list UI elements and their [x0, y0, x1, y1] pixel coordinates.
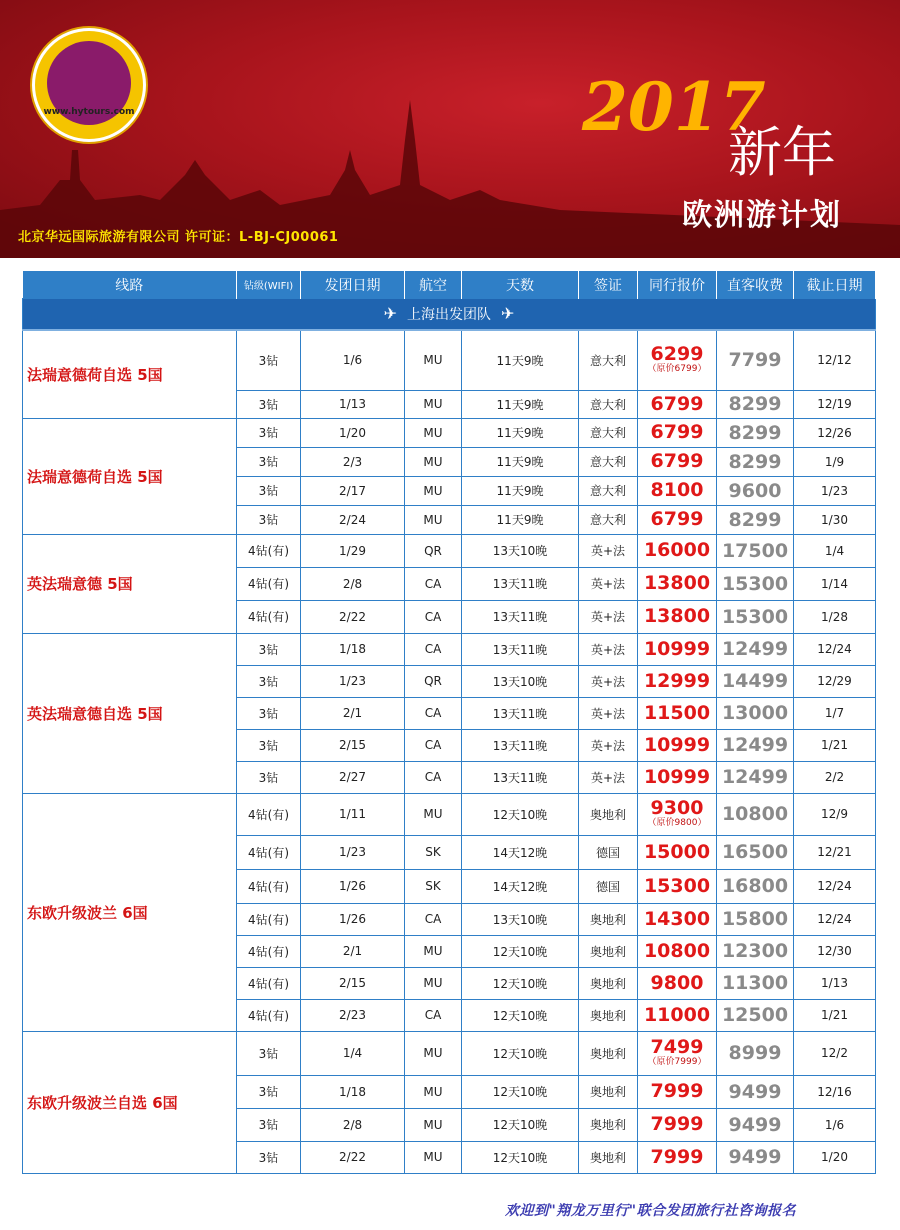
direct-price: 17500 [717, 534, 794, 567]
route-name: 英法瑞意德 5国 [23, 534, 237, 633]
departure-date: 2/23 [301, 999, 405, 1031]
deadline: 12/12 [794, 330, 876, 390]
agent-price [638, 476, 717, 505]
diamond-level: 3钻 [237, 1031, 301, 1075]
deadline: 1/21 [794, 999, 876, 1031]
departure-date: 1/26 [301, 869, 405, 903]
route-name: 英法瑞意德自选 5国 [23, 633, 237, 793]
direct-price: 14499 [717, 665, 794, 697]
airline: QR [405, 534, 462, 567]
deadline: 12/30 [794, 935, 876, 967]
duration: 13天11晚 [462, 633, 579, 665]
departure-date: 2/15 [301, 729, 405, 761]
departure-date: 1/11 [301, 793, 405, 835]
diamond-level: 4钻(有) [237, 967, 301, 999]
diamond-level: 3钻 [237, 505, 301, 534]
price-value: 6299 [650, 343, 704, 366]
airline: CA [405, 600, 462, 633]
duration: 14天12晚 [462, 869, 579, 903]
duration: 11天9晚 [462, 505, 579, 534]
departure-date: 2/15 [301, 967, 405, 999]
departure-date: 2/24 [301, 505, 405, 534]
agent-price [638, 967, 717, 999]
airline: CA [405, 761, 462, 793]
duration: 13天11晚 [462, 567, 579, 600]
visa: 奥地利 [579, 1031, 638, 1075]
diamond-level: 4钻(有) [237, 903, 301, 935]
airline: MU [405, 1108, 462, 1141]
diamond-level: 3钻 [237, 447, 301, 476]
deadline: 1/20 [794, 1141, 876, 1173]
direct-price: 8299 [717, 418, 794, 447]
agent-price [638, 697, 717, 729]
visa: 英+法 [579, 761, 638, 793]
agent-price [638, 534, 717, 567]
duration: 13天10晚 [462, 534, 579, 567]
direct-price: 8999 [717, 1031, 794, 1075]
price-value: 10999 [643, 637, 711, 660]
price-value: 10999 [643, 733, 711, 756]
airline: MU [405, 967, 462, 999]
diamond-level: 3钻 [237, 418, 301, 447]
price-value: 9800 [650, 971, 704, 994]
diamond-level: 3钻 [237, 633, 301, 665]
visa: 英+法 [579, 697, 638, 729]
price-value: 15300 [643, 874, 711, 897]
price-value: 13800 [643, 605, 711, 627]
visa: 德国 [579, 835, 638, 869]
visa: 意大利 [579, 330, 638, 390]
airline: MU [405, 330, 462, 390]
plane-icon: ✈ [383, 304, 397, 323]
airline: MU [405, 390, 462, 418]
agent-price [638, 935, 717, 967]
direct-price: 15800 [717, 903, 794, 935]
diamond-level: 3钻 [237, 697, 301, 729]
deadline: 1/14 [794, 567, 876, 600]
airline: MU [405, 935, 462, 967]
price-value: 7499 [650, 1036, 704, 1058]
visa: 意大利 [579, 390, 638, 418]
direct-price: 8299 [717, 505, 794, 534]
direct-price: 10800 [717, 793, 794, 835]
diamond-level: 3钻 [237, 1075, 301, 1108]
departure-date: 1/20 [301, 418, 405, 447]
price-value: 6799 [650, 508, 704, 530]
agent-price [638, 390, 717, 418]
diamond-level: 3钻 [237, 761, 301, 793]
duration: 11天9晚 [462, 390, 579, 418]
table-row [23, 330, 876, 390]
visa: 意大利 [579, 418, 638, 447]
table-row [23, 534, 876, 567]
plane-icon: ✈ [501, 304, 515, 323]
agent-price [638, 793, 717, 835]
direct-price: 12499 [717, 761, 794, 793]
direct-price: 9499 [717, 1108, 794, 1141]
departure-date: 2/27 [301, 761, 405, 793]
deadline: 1/30 [794, 505, 876, 534]
duration: 11天9晚 [462, 330, 579, 390]
route-name: 东欧升级波兰 6国 [23, 793, 237, 1031]
price-value: 8100 [650, 479, 704, 501]
duration: 13天10晚 [462, 903, 579, 935]
direct-price: 12499 [717, 633, 794, 665]
route-name: 东欧升级波兰自选 6国 [23, 1031, 237, 1173]
diamond-level: 4钻(有) [237, 567, 301, 600]
diamond-level: 3钻 [237, 390, 301, 418]
original-price: （原价7999） [647, 1057, 707, 1067]
departure-date: 1/18 [301, 633, 405, 665]
visa: 英+法 [579, 729, 638, 761]
price-value: 11500 [643, 701, 711, 724]
airline: MU [405, 793, 462, 835]
departure-date: 2/8 [301, 567, 405, 600]
tour-table [22, 271, 875, 1174]
diamond-level: 4钻(有) [237, 534, 301, 567]
airline: MU [405, 1075, 462, 1108]
departure-date: 1/13 [301, 390, 405, 418]
price-value: 14300 [643, 907, 711, 930]
departure-date: 2/1 [301, 697, 405, 729]
table-row [23, 418, 876, 447]
airline: MU [405, 505, 462, 534]
agent-price [638, 505, 717, 534]
column-header: 发团日期 [301, 271, 405, 299]
header-banner [0, 0, 900, 258]
duration: 13天11晚 [462, 600, 579, 633]
agent-price [638, 1108, 717, 1141]
visa: 英+法 [579, 534, 638, 567]
visa: 英+法 [579, 600, 638, 633]
diamond-level: 3钻 [237, 330, 301, 390]
airline: QR [405, 665, 462, 697]
deadline: 1/9 [794, 447, 876, 476]
price-value: 12999 [643, 669, 711, 692]
duration: 12天10晚 [462, 1141, 579, 1173]
departure-date: 1/4 [301, 1031, 405, 1075]
direct-price: 12500 [717, 999, 794, 1031]
diamond-level: 3钻 [237, 1108, 301, 1141]
diamond-level: 4钻(有) [237, 793, 301, 835]
airline: CA [405, 633, 462, 665]
duration: 11天9晚 [462, 447, 579, 476]
agent-price [638, 447, 717, 476]
price-value: 10800 [643, 939, 711, 962]
deadline: 12/24 [794, 869, 876, 903]
agent-price [638, 729, 717, 761]
visa: 英+法 [579, 633, 638, 665]
departure-date: 1/23 [301, 665, 405, 697]
direct-price: 12300 [717, 935, 794, 967]
original-price: （原价9800） [647, 818, 707, 828]
diamond-level: 3钻 [237, 729, 301, 761]
agent-price [638, 1075, 717, 1108]
visa: 奥地利 [579, 999, 638, 1031]
column-header: 钻级(WIFI) [237, 271, 301, 299]
table-row [23, 633, 876, 665]
diamond-level: 3钻 [237, 1141, 301, 1173]
deadline: 1/7 [794, 697, 876, 729]
visa: 德国 [579, 869, 638, 903]
agent-price [638, 835, 717, 869]
visa: 奥地利 [579, 1108, 638, 1141]
direct-price: 16800 [717, 869, 794, 903]
deadline: 2/2 [794, 761, 876, 793]
table-row [23, 793, 876, 835]
deadline: 1/13 [794, 967, 876, 999]
direct-price: 16500 [717, 835, 794, 869]
agent-price [638, 567, 717, 600]
original-price: （原价6799） [647, 364, 707, 375]
price-value: 6799 [650, 450, 704, 472]
airline: CA [405, 999, 462, 1031]
company-logo [32, 28, 146, 142]
column-header: 天数 [462, 271, 579, 299]
airline: MU [405, 1141, 462, 1173]
deadline: 12/24 [794, 903, 876, 935]
duration: 12天10晚 [462, 999, 579, 1031]
departure-date: 2/8 [301, 1108, 405, 1141]
deadline: 1/6 [794, 1108, 876, 1141]
direct-price: 7799 [717, 330, 794, 390]
departure-date: 1/23 [301, 835, 405, 869]
deadline: 12/26 [794, 418, 876, 447]
duration: 13天10晚 [462, 665, 579, 697]
duration: 12天10晚 [462, 967, 579, 999]
airline: CA [405, 903, 462, 935]
direct-price: 15300 [717, 600, 794, 633]
direct-price: 8299 [717, 447, 794, 476]
duration: 11天9晚 [462, 476, 579, 505]
diamond-level: 4钻(有) [237, 935, 301, 967]
visa: 奥地利 [579, 793, 638, 835]
price-value: 6799 [650, 392, 704, 415]
price-value: 7999 [650, 1113, 704, 1135]
duration: 12天10晚 [462, 935, 579, 967]
agent-price [638, 869, 717, 903]
airline: CA [405, 567, 462, 600]
direct-price: 12499 [717, 729, 794, 761]
column-header: 同行报价 [638, 271, 717, 299]
airline: MU [405, 476, 462, 505]
diamond-level: 4钻(有) [237, 600, 301, 633]
duration: 12天10晚 [462, 1031, 579, 1075]
agent-price [638, 999, 717, 1031]
agent-price [638, 633, 717, 665]
departure-date: 1/6 [301, 330, 405, 390]
agent-price [638, 600, 717, 633]
agent-price [638, 418, 717, 447]
price-value: 10999 [643, 765, 711, 788]
direct-price: 8299 [717, 390, 794, 418]
duration: 13天11晚 [462, 761, 579, 793]
diamond-level: 3钻 [237, 476, 301, 505]
table-header [23, 271, 876, 299]
agent-price [638, 903, 717, 935]
departure-date: 2/3 [301, 447, 405, 476]
deadline: 1/23 [794, 476, 876, 505]
deadline: 1/4 [794, 534, 876, 567]
deadline: 1/21 [794, 729, 876, 761]
deadline: 12/16 [794, 1075, 876, 1108]
logo-url: www.hytours.com [43, 107, 135, 117]
title-year: 2017 [582, 68, 766, 146]
deadline: 1/28 [794, 600, 876, 633]
agent-price [638, 1141, 717, 1173]
column-header: 航空 [405, 271, 462, 299]
direct-price: 9499 [717, 1075, 794, 1108]
column-header: 直客收费 [717, 271, 794, 299]
visa: 奥地利 [579, 1075, 638, 1108]
departure-date: 2/1 [301, 935, 405, 967]
diamond-level: 4钻(有) [237, 869, 301, 903]
airline: SK [405, 835, 462, 869]
duration: 12天10晚 [462, 793, 579, 835]
visa: 英+法 [579, 665, 638, 697]
departure-date: 2/22 [301, 1141, 405, 1173]
agent-price [638, 665, 717, 697]
deadline: 12/29 [794, 665, 876, 697]
duration: 11天9晚 [462, 418, 579, 447]
price-value: 15000 [643, 840, 711, 863]
title-main: 新年 [728, 121, 836, 184]
section-title: 上海出发团队 [407, 307, 491, 323]
duration: 13天11晚 [462, 697, 579, 729]
visa: 意大利 [579, 447, 638, 476]
duration: 12天10晚 [462, 1108, 579, 1141]
duration: 14天12晚 [462, 835, 579, 869]
deadline: 12/2 [794, 1031, 876, 1075]
airline: MU [405, 1031, 462, 1075]
price-value: 13800 [643, 572, 711, 594]
direct-price: 15300 [717, 567, 794, 600]
diamond-level: 4钻(有) [237, 999, 301, 1031]
visa: 奥地利 [579, 967, 638, 999]
price-value: 7999 [650, 1080, 704, 1102]
airline: MU [405, 447, 462, 476]
airline: CA [405, 697, 462, 729]
price-value: 9300 [650, 797, 704, 819]
visa: 奥地利 [579, 1141, 638, 1173]
price-value: 16000 [643, 539, 711, 561]
diamond-level: 4钻(有) [237, 835, 301, 869]
price-value: 7999 [650, 1145, 704, 1168]
departure-date: 1/29 [301, 534, 405, 567]
airline: SK [405, 869, 462, 903]
direct-price: 13000 [717, 697, 794, 729]
deadline: 12/19 [794, 390, 876, 418]
deadline: 12/9 [794, 793, 876, 835]
departure-date: 1/26 [301, 903, 405, 935]
agent-price [638, 330, 717, 390]
route-name: 法瑞意德荷自选 5国 [23, 418, 237, 534]
column-header: 签证 [579, 271, 638, 299]
duration: 12天10晚 [462, 1075, 579, 1108]
direct-price: 9499 [717, 1141, 794, 1173]
footer-text: 欢迎到"翔龙万里行"联合发团旅行社咨询报名 [505, 1203, 797, 1219]
agent-price [638, 1031, 717, 1075]
price-value: 11000 [643, 1003, 711, 1026]
visa: 意大利 [579, 476, 638, 505]
column-header: 截止日期 [794, 271, 876, 299]
direct-price: 11300 [717, 967, 794, 999]
visa: 英+法 [579, 567, 638, 600]
section-row [23, 299, 876, 331]
table-row [23, 1031, 876, 1075]
deadline: 12/21 [794, 835, 876, 869]
title-subtitle: 欧洲游计划 [682, 198, 842, 233]
company-name: 北京华远国际旅游有限公司 许可证：L-BJ-CJ00061 [18, 230, 339, 245]
direct-price: 9600 [717, 476, 794, 505]
departure-date: 2/22 [301, 600, 405, 633]
visa: 意大利 [579, 505, 638, 534]
price-value: 6799 [650, 421, 704, 443]
airline: MU [405, 418, 462, 447]
departure-date: 1/18 [301, 1075, 405, 1108]
departure-date: 2/17 [301, 476, 405, 505]
diamond-level: 3钻 [237, 665, 301, 697]
route-name: 法瑞意德荷自选 5国 [23, 330, 237, 418]
visa: 奥地利 [579, 903, 638, 935]
duration: 13天11晚 [462, 729, 579, 761]
agent-price [638, 761, 717, 793]
airline: CA [405, 729, 462, 761]
column-header: 线路 [23, 271, 237, 299]
visa: 奥地利 [579, 935, 638, 967]
deadline: 12/24 [794, 633, 876, 665]
